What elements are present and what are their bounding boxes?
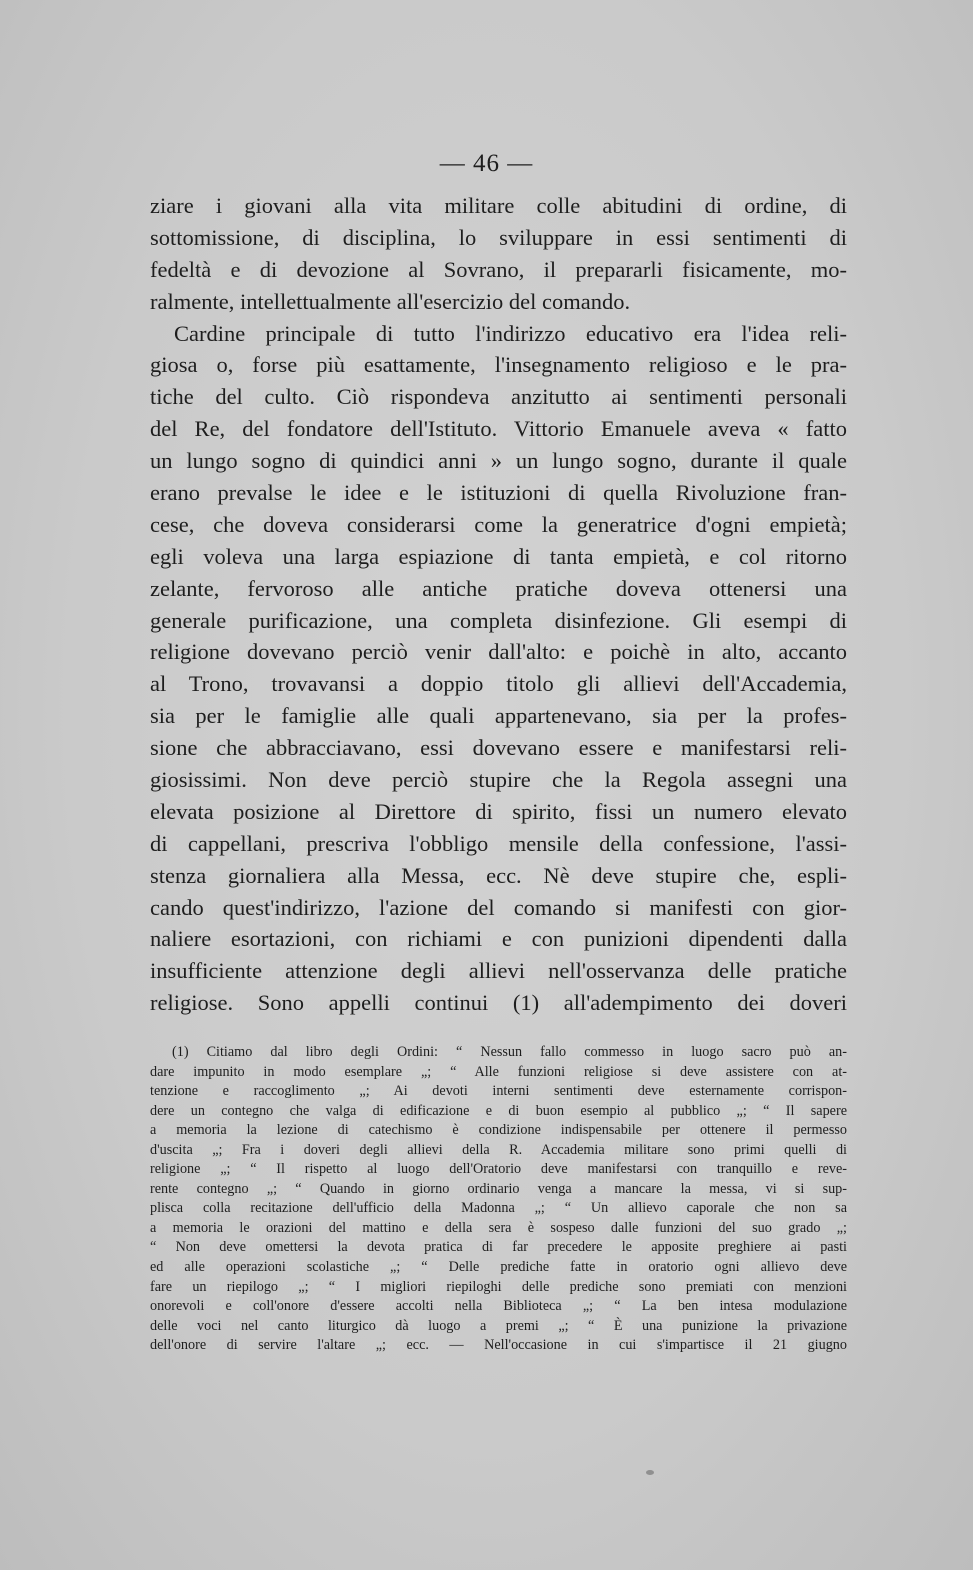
body-line: del Re, del fondatore dell'Istituto. Vittorio Emanuele aveva « fatto (150, 416, 847, 442)
footnote-line: religione „; “ Il rispetto al luogo dell'Oratorio deve manifestarsi con tranquillo e reve- (150, 1161, 847, 1178)
body-line: religione dovevano perciò venir dall'alto: e poichè in alto, accanto (150, 639, 847, 665)
footnote-line: delle voci nel canto liturgico dà luogo a premi „; “ È una punizione la privazione (150, 1317, 847, 1334)
footnote-line: ed alle operazioni scolastiche „; “ Delle prediche fatte in oratorio ogni allievo deve (150, 1259, 847, 1276)
ink-smudge (646, 1470, 654, 1475)
body-line: giosa o, forse più esattamente, l'insegnamento religioso e le pra- (150, 352, 847, 378)
body-line: sottomissione, di disciplina, lo sviluppare in essi sentimenti di (150, 224, 847, 250)
body-line: tiche del culto. Ciò rispondeva anzitutto ai sentimenti personali (150, 384, 847, 410)
body-line: naliere esortazioni, con richiami e con punizioni dipendenti dalla (150, 926, 847, 952)
body-line: elevata posizione al Direttore di spirito, fissi un numero elevato (150, 798, 847, 824)
body-line: al Trono, trovavansi a doppio titolo gli allievi dell'Accademia, (150, 671, 847, 697)
footnote-line: rente contegno „; “ Quando in giorno ordinario venga a mancare la messa, vi si sup- (150, 1180, 847, 1197)
footnote-line: dell'onore di servire l'altare „; ecc. — Nell'occasione in cui s'impartisce il 21 giugno (150, 1337, 847, 1354)
body-line: stenza giornaliera alla Messa, ecc. Nè deve stupire che, espli- (150, 862, 847, 888)
body-line: ziare i giovani alla vita militare colle abitudini di ordine, di (150, 193, 847, 218)
footnote (150, 1043, 847, 1356)
footnote-line: (1) Citiamo dal libro degli Ordini: “ Nessun fallo commesso in luogo sacro può an- (172, 1044, 847, 1060)
body-line: sione che abbracciavano, essi dovevano essere e manifestarsi reli- (150, 735, 847, 761)
body-line: di cappellani, prescriva l'obbligo mensile della confessione, l'assi- (150, 830, 847, 856)
body-line: ralmente, intellettualmente all'esercizio del comando. (150, 288, 631, 314)
body-line: un lungo sogno di quindici anni » un lungo sogno, durante il quale (150, 448, 847, 474)
footnote-line: fare un riepilogo „; “ I migliori riepiloghi delle prediche sono premiati con menzioni (150, 1278, 847, 1295)
body-line: erano prevalse le idee e le istituzioni di quella Rivoluzione fran- (150, 480, 847, 506)
body-line: sia per le famiglie alle quali appartenevano, sia per la profes- (150, 703, 847, 729)
body-line: Cardine principale di tutto l'indirizzo educativo era l'idea reli- (174, 320, 847, 346)
footnote-line: a memoria la lezione di catechismo è condizione indispensabile per ottenere il permesso (150, 1122, 847, 1139)
body-text (150, 190, 847, 1019)
footnote-line: d'uscita „; Fra i doveri degli allievi della R. Accademia militare sono primi quelli di (150, 1141, 847, 1158)
footnote-line: a memoria le orazioni del mattino e della sera è sospeso dalle funzioni del suo grado „; (150, 1219, 847, 1236)
body-line: cando quest'indirizzo, l'azione del comando si manifesti con gior- (150, 894, 847, 920)
footnote-line: dere un contegno che valga di edificazione e di buon esempio al pubblico „; “ Il sapere (150, 1102, 847, 1119)
body-line: zelante, fervoroso alle antiche pratiche doveva ottenersi una (150, 575, 847, 601)
footnote-line: tenzione e raccoglimento „; Ai devoti interni sentimenti deve esternamente corrispon- (150, 1083, 847, 1100)
body-line: religiose. Sono appelli continui (1) all'adempimento dei doveri (150, 990, 847, 1016)
body-line: fedeltà e di devozione al Sovrano, il prepararli fisicamente, mo- (150, 256, 847, 282)
footnote-line: dare impunito in modo esemplare „; “ Alle funzioni religiose si deve assistere con at- (150, 1063, 847, 1080)
footnote-line: plisca colla recitazione dell'ufficio della Madonna „; “ Un allievo caporale che non sa (150, 1200, 847, 1217)
body-line: giosissimi. Non deve perciò stupire che la Regola assegni una (150, 767, 847, 793)
body-line: cese, che doveva considerarsi come la generatrice d'ogni empietà; (150, 511, 847, 537)
footnote-line: “ Non deve omettersi la devota pratica di far precedere le apposite preghiere ai pasti (150, 1239, 847, 1256)
body-line: generale purificazione, una completa disinfezione. Gli esempi di (150, 607, 847, 633)
footnote-line: onorevoli e coll'onore d'essere accolti nella Biblioteca „; “ La ben intesa modulazione (150, 1298, 847, 1315)
body-line: insufficiente attenzione degli allievi nell'osservanza delle pratiche (150, 958, 847, 984)
page-number: — 46 — (439, 150, 534, 177)
body-line: egli voleva una larga espiazione di tanta empietà, e col ritorno (150, 543, 847, 569)
